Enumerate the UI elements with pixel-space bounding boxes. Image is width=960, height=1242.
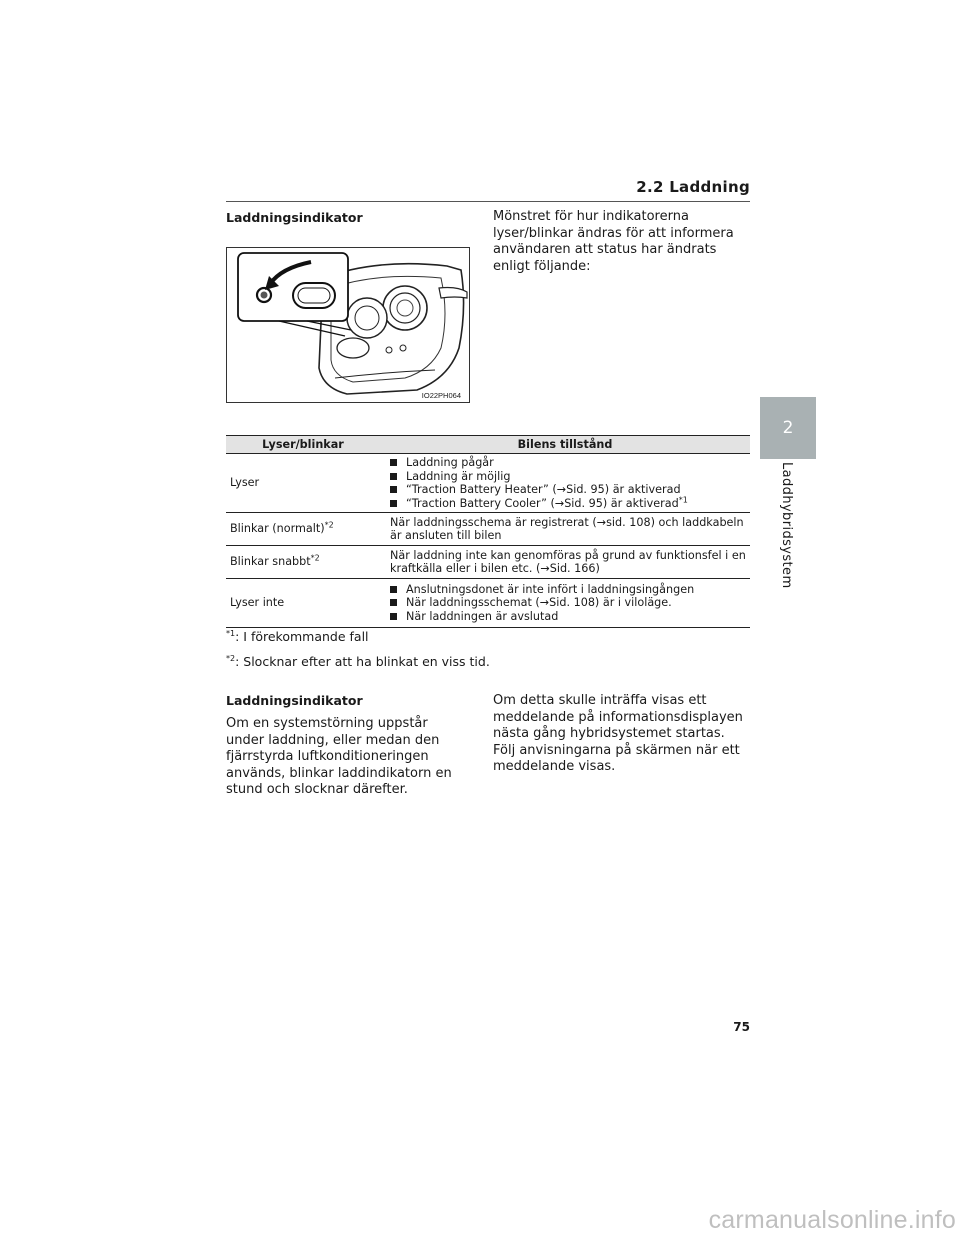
column-header-state: Lyser/blinkar <box>226 436 380 454</box>
footnote-mark: *1 <box>226 628 236 638</box>
charging-indicator-heading: Laddningsindikator <box>226 210 363 225</box>
state-cell <box>226 579 380 628</box>
footnote-text: : Slocknar efter att ha blinkat en viss tid. <box>235 654 490 669</box>
header-rule <box>226 201 750 202</box>
footnote-text: : I förekommande fall <box>235 629 369 644</box>
chapter-title: Laddhybridsystem <box>779 462 794 589</box>
state-cell <box>226 513 380 546</box>
state-label: Lyser inte <box>230 596 285 610</box>
state-cell <box>226 546 380 579</box>
list-item: Laddning är möjlig <box>390 470 746 484</box>
figure-code: IO22PH064 <box>421 391 461 400</box>
table-header-row <box>226 436 750 454</box>
footnote-1 <box>226 629 369 644</box>
table-row <box>226 546 750 579</box>
page-number: 75 <box>733 1020 750 1034</box>
indicator-status-table <box>226 435 750 628</box>
state-label: Blinkar snabbt <box>230 555 311 569</box>
list-item: När laddningen är avslutad <box>390 610 746 624</box>
footnote-mark: *2 <box>226 653 236 663</box>
footnote-ref: *1 <box>678 494 688 504</box>
footnote-2 <box>226 654 490 669</box>
charging-port-drawing <box>227 248 469 402</box>
list-item: När laddningsschemat (→Sid. 108) är i viloläge. <box>390 596 746 610</box>
chapter-tab: 2 <box>760 397 816 459</box>
charging-indicator-subheading: Laddningsindikator <box>226 693 363 708</box>
section-title: 2.2 Laddning <box>636 178 750 196</box>
charging-port-illustration <box>226 247 470 403</box>
condition-cell <box>380 579 750 628</box>
state-label: Blinkar (normalt) <box>230 522 325 536</box>
list-item-text: “Traction Battery Cooler” (→Sid. 95) är aktiverad <box>406 496 679 510</box>
footnote-ref: *2 <box>310 553 320 563</box>
watermark: carmanualsonline.info <box>708 1206 956 1234</box>
table-row <box>226 454 750 513</box>
table-row <box>226 579 750 628</box>
condition-cell <box>380 454 750 513</box>
table-row <box>226 513 750 546</box>
condition-cell: När laddning inte kan genomföras på grund av funktionsfel i en kraftkälla eller i bilen etc. (→Sid. 166) <box>380 546 750 579</box>
list-item: “Traction Battery Heater” (→Sid. 95) är aktiverad <box>390 483 746 497</box>
state-label: Lyser <box>230 476 260 490</box>
list-item: Laddning pågår <box>390 456 746 470</box>
pattern-intro-paragraph: Mönstret för hur indikatorerna lyser/blinkar ändras för att informera användaren att status har ändrats enligt följande: <box>493 209 734 274</box>
condition-cell: När laddningsschema är registrerat (→sid. 108) och laddkabeln är ansluten till bilen <box>380 513 750 546</box>
column-header-condition: Bilens tillstånd <box>380 436 750 454</box>
list-item: Anslutningsdonet är inte infört i laddningsingången <box>390 583 746 597</box>
list-item <box>390 494 746 511</box>
system-fault-paragraph: Om en systemstörning uppstår under laddning, eller medan den fjärrstyrda luftkonditioneringen används, blinkar laddindikatorn en stund och slocknar därefter. <box>226 716 452 797</box>
message-paragraph: Om detta skulle inträffa visas ett meddelande på informationsdisplayen nästa gång hybridsystemet startas. Följ anvisningarna på skärmen när ett meddelande visas. <box>493 693 743 774</box>
footnote-ref: *2 <box>324 520 334 530</box>
state-cell <box>226 454 380 513</box>
